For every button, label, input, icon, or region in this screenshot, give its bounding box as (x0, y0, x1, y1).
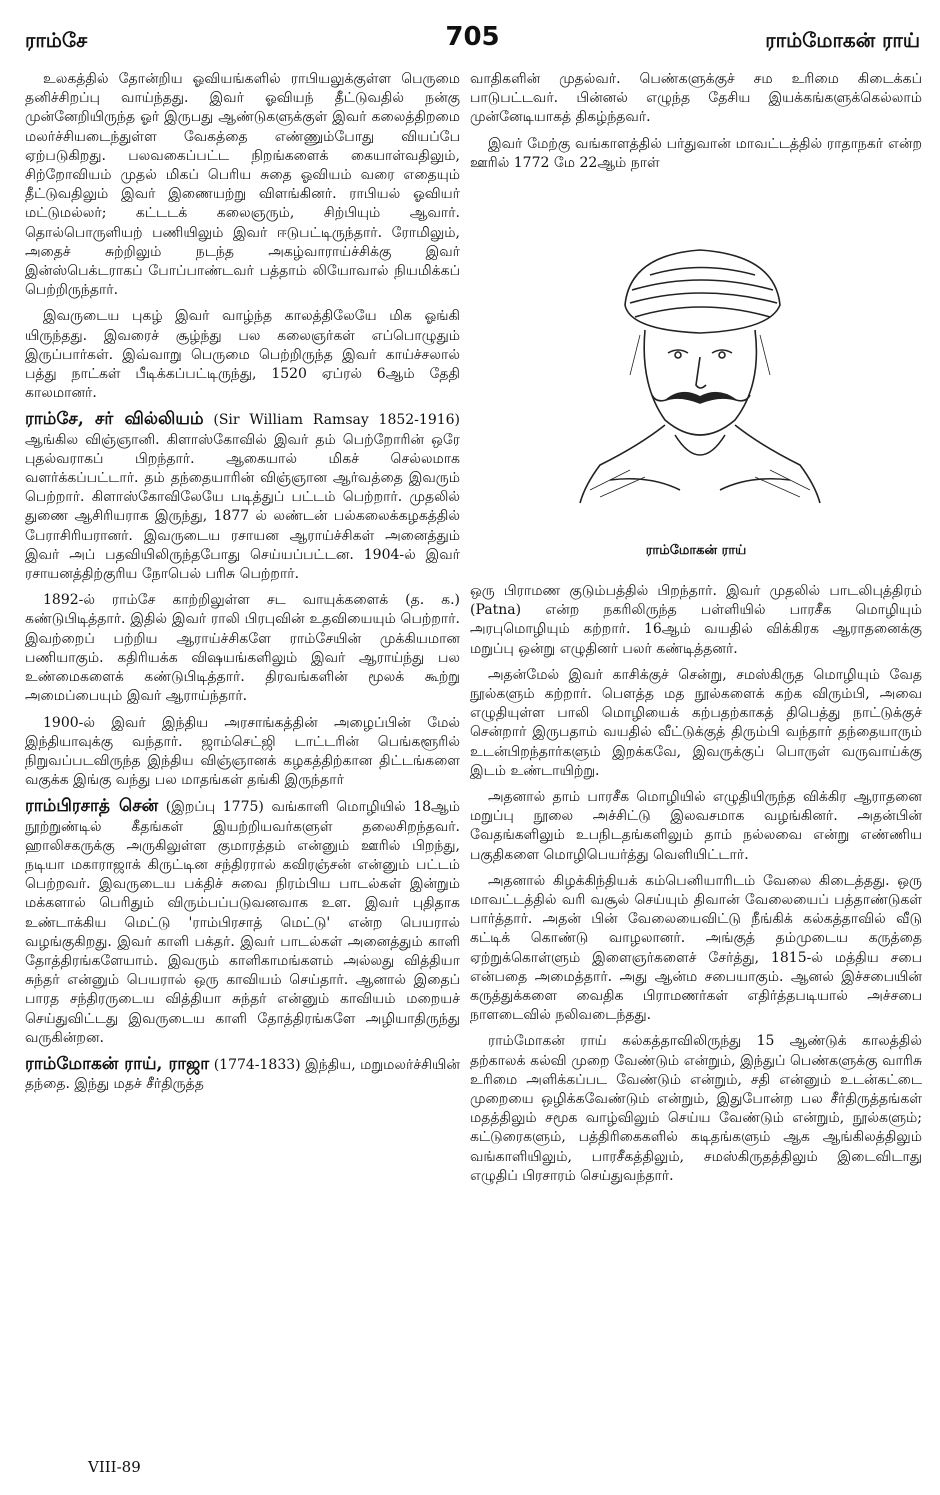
entry-ramsay (25, 410, 460, 584)
left-column (25, 70, 460, 1101)
page-header (25, 22, 920, 62)
right-column-top (470, 70, 922, 180)
portrait-caption: ராம்மோகன் ராய் (645, 543, 747, 558)
entry-headword: ராம்மோகன் ராய், ராஜா (25, 1053, 210, 1074)
paragraph: அதன்மேல் இவர் காசிக்குச் சென்று, சமஸ்கிருத மொழியும் வேத நூல்களும் கற்றார். பௌத்த மத நூல்களைக் கற்க விரும்பி, அவை எழுதியுள்ள பாலி மொழியைக் கற்பதற்காகத் திபெத்து நாட்டுக்குச் சென்றார் இருபதாம் வயதில் வீட்டுக்குத் திரும்பி வந்தார் தந்தையாரும் உடன்பிறந்தார்களும் இறக்கவே, இவருக்குப் பொருள் வருவாய்க்கு இடம் உண்டாயிற்று. (470, 666, 922, 779)
entry-subtitle: (1774-1833) (213, 1056, 301, 1073)
entry-subtitle: (இறப்பு 1775) (165, 799, 264, 816)
paragraph: ஒரு பிராமண குடும்பத்தில் பிறந்தார். இவர் முதலில் பாடலிபுத்திரம் (Patna) என்ற நகரிலிருந்த பள்ளியில் பாரசீக மொழியும் அரபுமொழியும் கற்றார். 16ஆம் வயதில் விக்கிரக ஆராதனைக்கு மறுப்பு ஒன்று எழுதினர் பலர் கண்டித்தனர். (470, 583, 922, 657)
paragraph: 1900-ல் இவர் இந்திய அரசாங்கத்தின் அழைப்பின் மேல் இந்தியாவுக்கு வந்தார். ஜாம்செட்ஜி டாட்டரின் பெங்களூரில் நிறுவப்படவிருந்த இந்திய விஞ்ஞானக் கழகத்திற்கான திட்டங்களை வகுக்க இங்கு வந்து பல மாதங்கள் தங்கி இருந்தார் (25, 714, 460, 789)
right-column-bottom (470, 582, 922, 1193)
paragraph: அதனால் கிழக்கிந்தியக் கம்பெனியாரிடம் வேலை கிடைத்தது. ஒரு மாவட்டத்தில் வரி வசூல் செய்யும் திவான் வேலையைப் பத்தாண்டுகள் பார்த்தார். அதன் பின் வேலையைவிட்டு நீங்கிக் கல்கத்தாவில் வீடு கட்டிக் கொண்டு வாழலானர். அங்குத் தம்முடைய கருத்தை ஏற்றுக்கொள்ளும் இளைஞர்களைச் சேர்த்து, 1815-ல் மத்திய சபை என்பதை அமைத்தார். அது ஆன்ம சபையாகும். ஆனல் இச்சபையின் கருத்துக்களை வைதிக பிராமணர்கள் எதிர்த்தபடியால் அச்சபை நாளடைவில் நலிவடைந்தது. (470, 872, 922, 1024)
page-number: 705 (445, 22, 500, 52)
portrait-illustration (570, 235, 830, 505)
paragraph: உலகத்தில் தோன்றிய ஓவியங்களில் ராபியலுக்குள்ள பெருமை தனிச்சிறப்பு வாய்ந்தது. இவர் ஓவியந் தீட்டுவதில் நன்கு முன்னேறியிருந்த ஓர் இருபது ஆண்டுகளுக்குள் இவர் கலைத்திறமை மலர்ச்சியடைந்துள்ள வேகத்தை எண்ணும்போது வியப்பே ஏற்படுகிறது. பலவகைப்பட்ட நிறங்களைக் கையாள்வதிலும், சிற்றோவியம் முதல் மிகப் பெரிய சுதை ஓவியம் வரை எதையும் தீட்டுவதிலும் இவர் இணையற்று விளங்கினர். ராபியல் ஓவியர் மட்டுமல்லர்; கட்டடக் கலைஞரும், சிற்பியும் ஆவார். தொல்பொருளியற் பணியிலும் இவர் ஈடுபட்டிருந்தார். ரோமிலும், அதைச் சுற்றிலும் நடந்த அகழ்வாராய்ச்சிக்கு இவர் இன்ஸ்பெக்டராகப் போப்பாண்டவர் பத்தாம் லியோவால் நியமிக்கப் பெற்றிருந்தார். (25, 71, 460, 299)
paragraph: ராம்மோகன் ராய் கல்கத்தாவிலிருந்து 15 ஆண்டுக் காலத்தில் தற்காலக் கல்வி முறை வேண்டும் என்றும், இந்துப் பெண்களுக்கு வாரிசு உரிமை அளிக்கப்பட வேண்டும் என்றும், சதி என்னும் உடன்கட்டை முறையை ஒழிக்கவேண்டும் என்றும், இதுபோன்ற பல சீர்திருத்தங்கள் மதத்திலும் சமூக வாழ்விலும் செய்ய வேண்டும் என்றும், நூல்களும்; கட்டுரைகளும், பத்திரிகைகளில் கடிதங்களும் ஆக ஆங்கிலத்திலும் வங்காளியிலும், பாரசீகத்திலும், சமஸ்கிருதத்திலும் இடைவிடாது எழுதிப் பிரசாரம் செய்துவந்தார். (470, 1033, 922, 1184)
entry-body: ஆங்கில விஞ்ஞானி. கிளாஸ்கோவில் இவர் தம் பெற்றோரின் ஒரே புதல்வராகப் பிறந்தார். ஆகையால் மிகச் செல்லமாக வளர்க்கப்பட்டார். தம் தந்தையாரின் விஞ்ஞான ஆர்வத்தை இவரும் பெற்றார். கிளாஸ்கோவிலேயே படித்துப் பட்டம் பெற்றார். முதலில் துணை ஆசிரியராக இருந்து, 1877 ல் லண்டன் பல்கலைக்கழகத்தில் பேராசிரியரானர். இவருடைய ரசாயன ஆராய்ச்சிகள் அனைத்தும் இவர் அப் பதவியிலிருந்தபோது செய்யப்பட்டன. 1904-ல் இவர் ரசாயனத்திற்குரிய நோபெல் பரிசு பெற்றார். (25, 431, 460, 583)
entry-body: இந்திய, மறுமலர்ச்சியின் தந்தை. இந்து மதச் சீர்திருத்த (25, 1056, 461, 1093)
paragraph: அதனால் தாம் பாரசீக மொழியில் எழுதியிருந்த விக்கிர ஆராதனை மறுப்பு நூலை அச்சிட்டு இலவசமாக வழங்கினர். அதன்பின் வேதங்களிலும் உபநிடதங்களிலும் தாம் நல்லவை என்று எண்ணிய பகுதிகளை மொழிபெயர்த்து வெளியிட்டார். (470, 789, 922, 863)
paragraph: வாதிகளின் முதல்வர். பெண்களுக்குச் சம உரிமை கிடைக்கப் பாடுபட்டவர். பின்னல் எழுந்த தேசிய இயக்கங்களுக்கெல்லாம் முன்னேடியாகத் திகழ்ந்தவர். (470, 71, 922, 126)
volume-page-footer: VIII-89 (88, 1458, 141, 1476)
entry-headword: ராம்பிரசாத் சென் (25, 796, 159, 817)
paragraph: 1892-ல் ராம்சே காற்றிலுள்ள சட வாயுக்களைக் (த. க.) கண்டுபிடித்தார். இதில் இவர் ராலி பிரபுவின் உதவியையும் பெற்றார். இவற்றைப் பற்றிய ஆராய்ச்சிகளே ராம்சேயின் முக்கியமான பணியாகும். கதிரியக்க விஷயங்களிலும் இவர் ஆராய்ந்து பல உண்மைகளைக் கண்டுபிடித்தார். திரவங்களின் மூலக் கூற்று அமைப்பையும் இவர் ஆராய்ந்தார். (25, 592, 460, 705)
entry-body: வங்காளி மொழியில் 18ஆம் நூற்றுண்டில் கீதங்கள் இயற்றியவர்களுள் தலைசிறந்தவர். ஹாலிசகருக்கு அருகிலுள்ள குமாரத்தம் என்னும் ஊரில் பிறந்து, நடியா மகாராஜாக் கிருட்டின சந்திரரால் கவிரஞ்சன் என்னும் பட்டம் பெற்றவர். இவருடைய பக்திச் சுவை நிரம்பிய பாடல்கள் இன்றும் மக்களால் பெரிதும் விரும்பப்படுவனவாக உள. இவர் புதிதாக உண்டாக்கிய மெட்டு 'ராம்பிரசாத் மெட்டு' என்ற பெயரால் வழங்குகிறது. இவர் காளி பக்தர். இவர் பாடல்கள் அனைத்தும் காளி தோத்திரங்களேயாம். இவரும் காளிகாமங்களம் அல்லது வித்தியா சுந்தர் என்னும் பெயரால் ஒரு காவியம் செய்தார். ஆனால் இதைப் பாரத சந்திரருடைய வித்தியா சுந்தர் என்னும் காவியம் மறையச் செய்துவிட்டது இவருடைய காளி தோத்திரங்களே அழியாதிருந்து வருகின்றன. (25, 799, 461, 1046)
entry-rammohan (25, 1055, 460, 1094)
entry-ramprasad (25, 797, 460, 1048)
header-right-keyword: ராம்மோகன் ராய் (765, 28, 920, 52)
entry-subtitle: (Sir William Ramsay 1852-1916) (213, 412, 461, 429)
paragraph: இவர் மேற்கு வங்காளத்தில் பர்துவான் மாவட்டத்தில் ராதாநகர் என்ற ஊரில் 1772 மே 22ஆம் நாள் (470, 135, 922, 171)
paragraph: இவருடைய புகழ் இவர் வாழ்ந்த காலத்திலேயே மிக ஓங்கி யிருந்தது. இவரைச் சூழ்ந்து பல கலைஞர்கள் எப்பொழுதும் இருப்பார்கள். இவ்வாறு பெருமை பெற்றிருந்த இவர் காய்ச்சலால் பத்து நாட்கள் பீடிக்கப்பட்டிருந்து, 1520 ஏப்ரல் 6ஆம் தேதி காலமானர். (25, 308, 460, 402)
header-left-keyword: ராம்சே (25, 28, 88, 52)
entry-headword: ராம்சே, சர் வில்லியம் (25, 409, 204, 430)
